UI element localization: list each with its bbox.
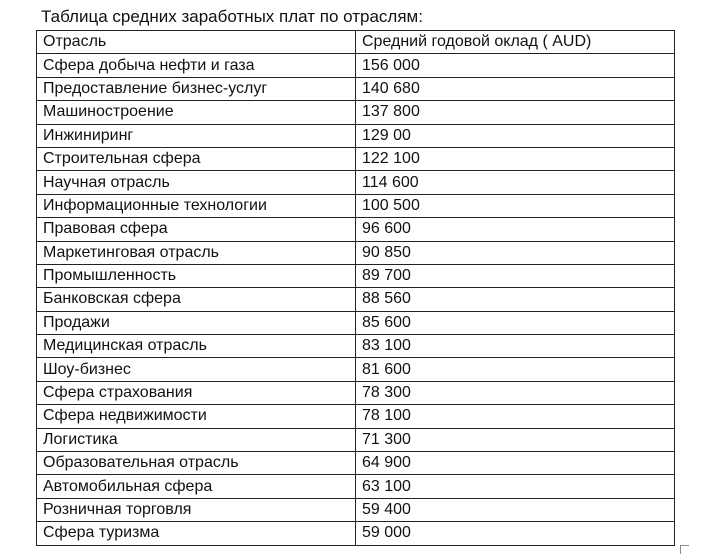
industry-cell: Инжиниринг bbox=[37, 124, 356, 147]
industry-cell: Автомобильная сфера bbox=[37, 475, 356, 498]
industry-cell: Шоу-бизнес bbox=[37, 358, 356, 381]
industry-cell: Образовательная отрасль bbox=[37, 452, 356, 475]
industry-cell: Сфера добыча нефти и газа bbox=[37, 54, 356, 77]
table-row bbox=[37, 264, 675, 287]
table-row bbox=[37, 101, 675, 124]
industry-cell: Правовая сфера bbox=[37, 218, 356, 241]
salary-cell: 63 100 bbox=[356, 475, 675, 498]
table-row bbox=[37, 194, 675, 217]
table-row bbox=[37, 405, 675, 428]
industry-cell: Машиностроение bbox=[37, 101, 356, 124]
table-body bbox=[37, 31, 675, 546]
salary-cell: 89 700 bbox=[356, 264, 675, 287]
page-corner-mark bbox=[680, 545, 689, 554]
industry-cell: Строительная сфера bbox=[37, 147, 356, 170]
table-header-row bbox=[37, 31, 675, 54]
salary-cell: 71 300 bbox=[356, 428, 675, 451]
salary-cell: 78 100 bbox=[356, 405, 675, 428]
table-row bbox=[37, 124, 675, 147]
salary-cell: 88 560 bbox=[356, 288, 675, 311]
table-row bbox=[37, 522, 675, 545]
table-row bbox=[37, 335, 675, 358]
table-row bbox=[37, 171, 675, 194]
table-row bbox=[37, 475, 675, 498]
salary-cell: 90 850 bbox=[356, 241, 675, 264]
table-row bbox=[37, 218, 675, 241]
salary-cell: 100 500 bbox=[356, 194, 675, 217]
header-salary: Средний годовой оклад ( AUD) bbox=[356, 31, 675, 54]
industry-cell: Медицинская отрасль bbox=[37, 335, 356, 358]
salary-cell: 114 600 bbox=[356, 171, 675, 194]
salary-cell: 59 000 bbox=[356, 522, 675, 545]
salary-cell: 59 400 bbox=[356, 498, 675, 521]
document-title: Таблица средних заработных плат по отраслям: bbox=[41, 7, 423, 26]
industry-cell: Сфера туризма bbox=[37, 522, 356, 545]
table-row bbox=[37, 147, 675, 170]
salary-table bbox=[36, 30, 675, 546]
table-row bbox=[37, 428, 675, 451]
salary-cell: 83 100 bbox=[356, 335, 675, 358]
industry-cell: Предоставление бизнес-услуг bbox=[37, 77, 356, 100]
table-row bbox=[37, 381, 675, 404]
salary-cell: 129 00 bbox=[356, 124, 675, 147]
industry-cell: Информационные технологии bbox=[37, 194, 356, 217]
salary-cell: 122 100 bbox=[356, 147, 675, 170]
salary-cell: 156 000 bbox=[356, 54, 675, 77]
industry-cell: Сфера недвижимости bbox=[37, 405, 356, 428]
industry-cell: Логистика bbox=[37, 428, 356, 451]
header-industry: Отрасль bbox=[37, 31, 356, 54]
table-row bbox=[37, 288, 675, 311]
salary-cell: 137 800 bbox=[356, 101, 675, 124]
table-row bbox=[37, 311, 675, 334]
table-row bbox=[37, 77, 675, 100]
table-row bbox=[37, 241, 675, 264]
industry-cell: Розничная торговля bbox=[37, 498, 356, 521]
salary-cell: 85 600 bbox=[356, 311, 675, 334]
industry-cell: Маркетинговая отрасль bbox=[37, 241, 356, 264]
table-row bbox=[37, 452, 675, 475]
salary-cell: 64 900 bbox=[356, 452, 675, 475]
salary-cell: 81 600 bbox=[356, 358, 675, 381]
table-row bbox=[37, 358, 675, 381]
table-row bbox=[37, 54, 675, 77]
industry-cell: Сфера страхования bbox=[37, 381, 356, 404]
industry-cell: Банковская сфера bbox=[37, 288, 356, 311]
salary-cell: 140 680 bbox=[356, 77, 675, 100]
industry-cell: Промышленность bbox=[37, 264, 356, 287]
industry-cell: Научная отрасль bbox=[37, 171, 356, 194]
industry-cell: Продажи bbox=[37, 311, 356, 334]
salary-cell: 78 300 bbox=[356, 381, 675, 404]
table-row bbox=[37, 498, 675, 521]
salary-cell: 96 600 bbox=[356, 218, 675, 241]
